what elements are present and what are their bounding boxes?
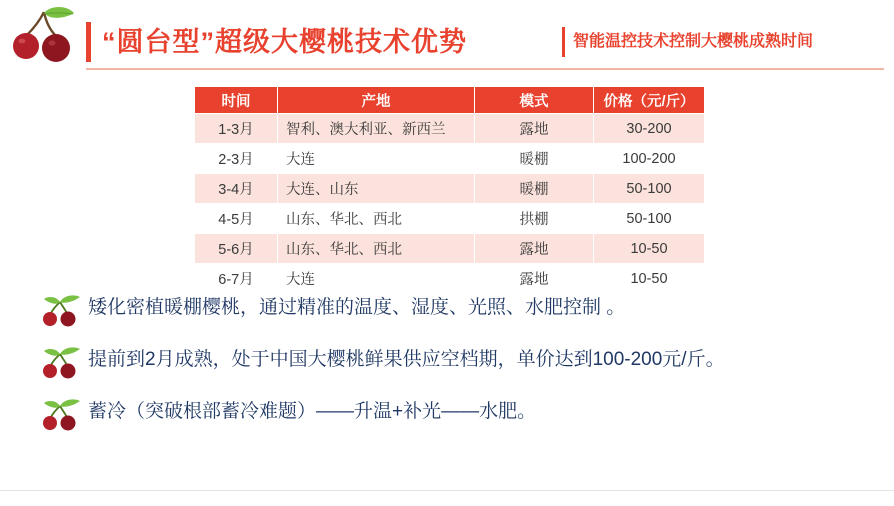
cherries-bullet-icon (40, 346, 88, 380)
cell-time: 1-3月 (195, 114, 278, 144)
table-row (195, 264, 705, 294)
table-row (195, 234, 705, 264)
list-item (40, 344, 884, 396)
bullet-list (40, 292, 884, 448)
cell-origin: 大连 (278, 144, 475, 174)
header-divider (562, 27, 565, 57)
header-subtitle: 智能温控技术控制大樱桃成熟时间 (573, 33, 814, 50)
list-item (40, 396, 884, 448)
cherry-supply-table (194, 86, 700, 294)
table-row (195, 174, 705, 204)
header-bar (86, 22, 884, 62)
cell-time: 4-5月 (195, 204, 278, 234)
column-header-mode: 模式 (475, 87, 594, 114)
cell-mode: 暖棚 (475, 174, 594, 204)
cell-origin: 大连、山东 (278, 174, 475, 204)
bullet-text: 矮化密植暖棚樱桃，通过精准的温度、湿度、光照、水肥控制 。 (88, 297, 626, 318)
list-item (40, 292, 884, 344)
cell-mode: 暖棚 (475, 144, 594, 174)
cell-origin: 山东、华北、西北 (278, 204, 475, 234)
bullet-text: 蓄冷（突破根部蓄冷难题）——升温+补光——水肥。 (88, 401, 537, 422)
cherries-icon (10, 6, 82, 72)
cell-time: 6-7月 (195, 264, 278, 294)
cell-time: 2-3月 (195, 144, 278, 174)
cherries-bullet-icon (40, 398, 88, 432)
cell-mode: 露地 (475, 234, 594, 264)
cell-origin: 智利、澳大利亚、新西兰 (278, 114, 475, 144)
table-row (195, 144, 705, 174)
cell-origin: 大连 (278, 264, 475, 294)
page-title: “圆台型”超级大樱桃技术优势 (102, 27, 467, 57)
cell-mode: 露地 (475, 264, 594, 294)
cell-price: 10-50 (594, 264, 705, 294)
table-row (195, 204, 705, 234)
cell-time: 5-6月 (195, 234, 278, 264)
table-header-row (195, 87, 705, 114)
table-row (195, 114, 705, 144)
cell-price: 30-200 (594, 114, 705, 144)
cherries-bullet-icon (40, 294, 88, 328)
header-underline (86, 68, 884, 70)
column-header-price: 价格（元/斤） (594, 87, 705, 114)
bullet-text: 提前到2月成熟，处于中国大樱桃鲜果供应空档期，单价达到100-200元/斤。 (88, 349, 725, 370)
slide-header (0, 0, 894, 78)
cell-mode: 露地 (475, 114, 594, 144)
cell-origin: 山东、华北、西北 (278, 234, 475, 264)
cell-price: 50-100 (594, 204, 705, 234)
cell-time: 3-4月 (195, 174, 278, 204)
header-accent-bar (86, 22, 91, 62)
cell-price: 50-100 (594, 174, 705, 204)
footer-divider (0, 490, 894, 491)
cell-price: 10-50 (594, 234, 705, 264)
column-header-origin: 产地 (278, 87, 475, 114)
cell-mode: 拱棚 (475, 204, 594, 234)
column-header-time: 时间 (195, 87, 278, 114)
cell-price: 100-200 (594, 144, 705, 174)
